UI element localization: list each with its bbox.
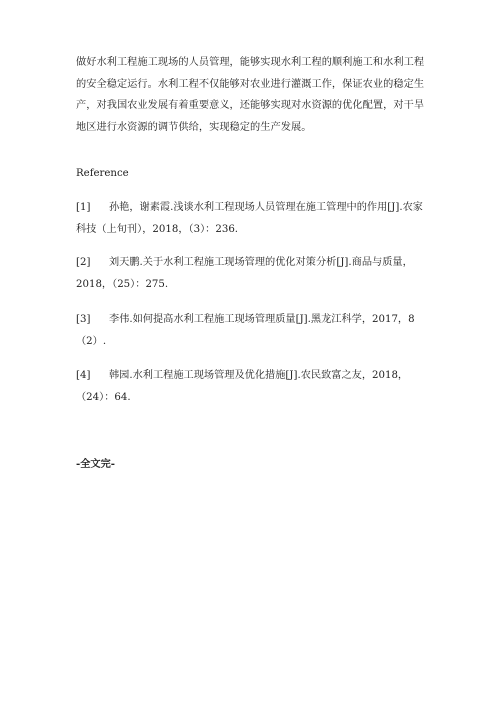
- reference-text-continued: 科技（上旬刊），2018，（3）：236.: [76, 224, 239, 235]
- reference-item: [76, 197, 426, 241]
- reference-number: [3]: [76, 314, 91, 325]
- reference-item: [76, 252, 426, 296]
- reference-item: [76, 365, 426, 409]
- body-paragraph: 做好水利工程施工现场的人员管理，能够实现水利工程的顺利施工和水利工程的安全稳定运行。水利工程不仅能够对农业进行灌溉工作，保证农业的稳定生产，对我国农业发展有着重要意义，还能够实现对水资源的优化配置，对干旱地区进行水资源的调节供给，实现稳定的生产发展。: [76, 57, 425, 133]
- end-of-text-mark: -全文完-: [76, 458, 116, 470]
- reference-text-continued: 2018，（25）：275.: [76, 279, 169, 290]
- reference-number: [2]: [76, 257, 91, 268]
- reference-text-continued: （2）.: [76, 336, 107, 347]
- reference-number: [4]: [76, 370, 91, 381]
- reference-text: 孙艳，谢素霞.浅谈水利工程现场人员管理在施工管理中的作用[J].农家: [109, 202, 423, 213]
- reference-text: 刘天鹏.关于水利工程施工现场管理的优化对策分析[J].商品与质量，: [109, 257, 413, 268]
- reference-item: [76, 309, 426, 353]
- reference-text: 韩园.水利工程施工现场管理及优化措施[J].农民致富之友，2018，: [109, 370, 409, 381]
- reference-text: 李伟.如何提高水利工程施工现场管理质量[J].黑龙江科学，2017，8: [109, 314, 415, 325]
- reference-number: [1]: [76, 202, 91, 213]
- references-heading: Reference: [76, 168, 129, 179]
- reference-text-continued: （24）：64.: [76, 392, 131, 403]
